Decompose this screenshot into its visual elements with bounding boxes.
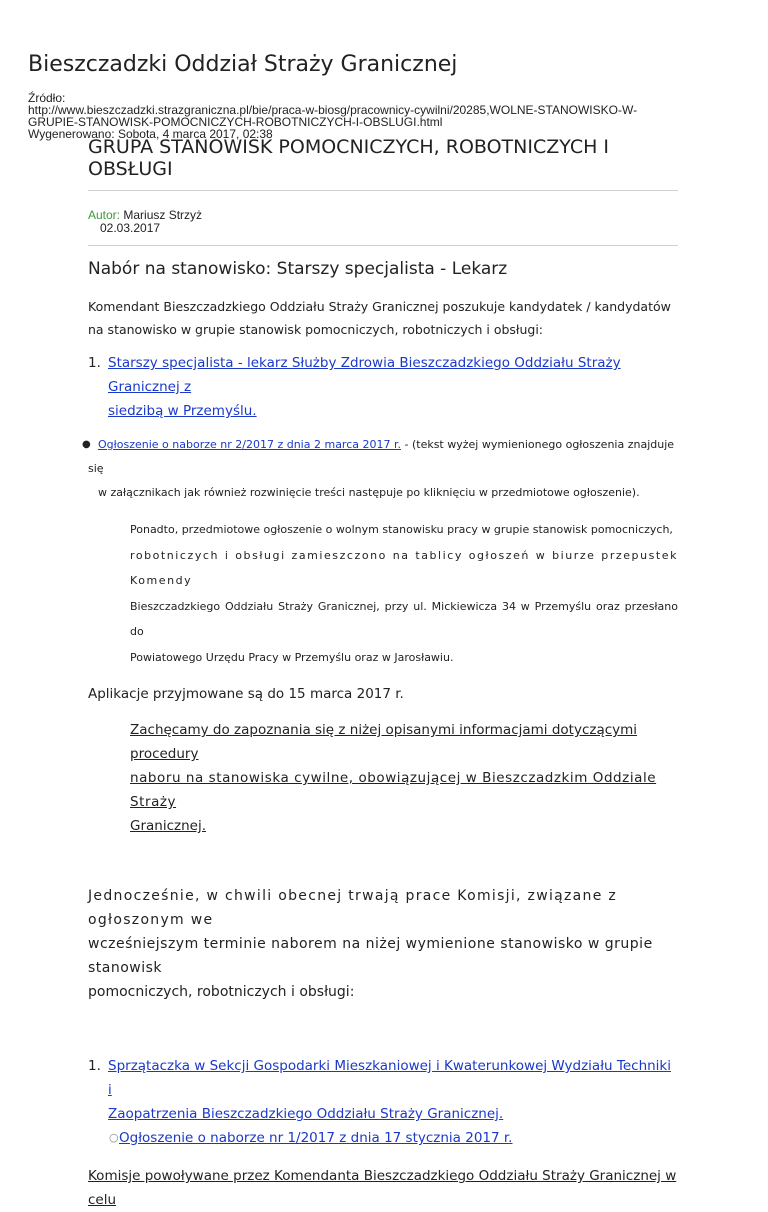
notice-entry	[82, 433, 678, 505]
encourage-paragraph	[130, 718, 678, 838]
intro-paragraph	[88, 295, 678, 341]
moreover-paragraph	[130, 517, 678, 670]
page-title	[88, 136, 678, 180]
position-link[interactable]	[108, 1058, 671, 1122]
moreover-line-1: Ponadto, przedmiotowe ogłoszenie o wolnym stanowisku pracy w grupie stanowisk pomocniczych,	[130, 523, 673, 536]
list-number: 1.	[88, 355, 101, 371]
publish-date: 02.03.2017	[100, 221, 161, 235]
sub-list-item	[88, 1126, 678, 1150]
list-item	[88, 1054, 678, 1126]
position-link-line-2: Zaopatrzenia Bieszczadzkiego Oddziału Straży Granicznej.	[108, 1106, 504, 1122]
divider	[88, 190, 678, 191]
encourage-line-2: naboru na stanowiska cywilne, obowiązującej w Bieszczadzkim Oddziale Straży	[130, 770, 657, 810]
notice-link[interactable]: Ogłoszenie o naborze nr 2/2017 z dnia 2 marca 2017 r.	[98, 438, 401, 451]
list-number: 1.	[88, 1058, 101, 1074]
moreover-line-4: Powiatowego Urzędu Pracy w Przemyślu oraz w Jarosławiu.	[130, 650, 454, 664]
notice-line-2: w załącznikach jak również rozwinięcie treści następuje po kliknięciu w przedmiotowe ogłoszenie).	[98, 486, 640, 499]
intro-line-1: Komendant Bieszczadzkiego Oddziału Straży Granicznej poszukuje kandydatek / kandydatów	[88, 299, 671, 314]
position-link[interactable]	[108, 355, 621, 419]
position-list	[88, 351, 678, 423]
divider	[88, 245, 678, 246]
print-meta	[28, 92, 748, 140]
page-title-line-1: GRUPA STANOWISK POMOCNICZYCH, ROBOTNICZYCH I	[88, 136, 610, 158]
source-label: Źródło:	[28, 91, 66, 105]
bullet-icon: ●	[82, 439, 91, 450]
notice-link[interactable]: Ogłoszenie o naborze nr 1/2017 z dnia 17 stycznia 2017 r.	[119, 1130, 513, 1146]
position-link-line-1: Starszy specjalista - lekarz Służby Zdrowia Bieszczadzkiego Oddziału Straży Granicznej z	[108, 355, 621, 395]
site-title: Bieszczadzki Oddział Straży Granicznej	[28, 52, 458, 77]
simul-line-3: pomocniczych, robotniczych i obsługi:	[88, 984, 355, 1000]
deadline-text: Aplikacje przyjmowane są do 15 marca 2017 r.	[88, 686, 404, 702]
generated-timestamp: Wygenerowano: Sobota, 4 marca 2017, 02:38	[28, 127, 273, 141]
simul-line-2: wcześniejszym terminie naborem na niżej wymienione stanowisko w grupie stanowisk	[88, 936, 653, 976]
intro-line-2: na stanowisko w grupie stanowisk pomocniczych, robotniczych i obsługi:	[88, 322, 544, 337]
author-label: Autor:	[88, 208, 121, 222]
main-content	[82, 136, 678, 1212]
circle-bullet-icon: ○	[109, 1131, 119, 1144]
moreover-line-2: robotniczych i obsługi zamieszczono na tablicy ogłoszeń w biurze przepustek Komendy	[130, 548, 678, 587]
simultaneous-paragraph	[88, 884, 678, 1004]
encourage-line-1: Zachęcamy do zapoznania się z niżej opisanymi informacjami dotyczącymi procedury	[130, 722, 638, 762]
page-title-line-2: OBSŁUGI	[88, 158, 173, 180]
encourage-line-3: Granicznej.	[130, 818, 207, 834]
simul-line-1: Jednocześnie, w chwili obecnej trwają prace Komisji, związane z ogłoszonym we	[88, 888, 618, 928]
list-item	[88, 351, 678, 423]
position-link-line-2: siedzibą w Przemyślu.	[108, 403, 257, 419]
notice-line-1	[88, 438, 674, 475]
moreover-line-3: Bieszczadzkiego Oddziału Straży Granicznej, przy ul. Mickiewicza 34 w Przemyślu oraz przesłano do	[130, 599, 678, 638]
author-info	[88, 209, 678, 235]
ongoing-list	[88, 1054, 678, 1150]
source-url-line-1: http://www.bieszczadzki.strazgraniczna.pl/bie/praca-w-biosg/pracownicy-cywilni/20285,WOLNE-STANOWISKO-W-	[28, 103, 638, 117]
notice-text: - (tekst wyżej wymienionego ogłoszenia znajduje się	[88, 438, 675, 475]
commissions-paragraph: Komisje powoływane przez Komendanta Bieszczadzkiego Oddziału Straży Granicznej w celu	[88, 1168, 677, 1208]
source-url-line-2: GRUPIE-STANOWISK-POMOCNICZYCH-ROBOTNICZYCH-I-OBSLUGI.html	[28, 115, 443, 129]
position-link-line-1: Sprzątaczka w Sekcji Gospodarki Mieszkaniowej i Kwaterunkowej Wydziału Techniki i	[108, 1058, 672, 1098]
article-title: Nabór na stanowisko: Starszy specjalista - Lekarz	[88, 259, 508, 279]
author-name: Mariusz Strzyż	[123, 208, 203, 222]
